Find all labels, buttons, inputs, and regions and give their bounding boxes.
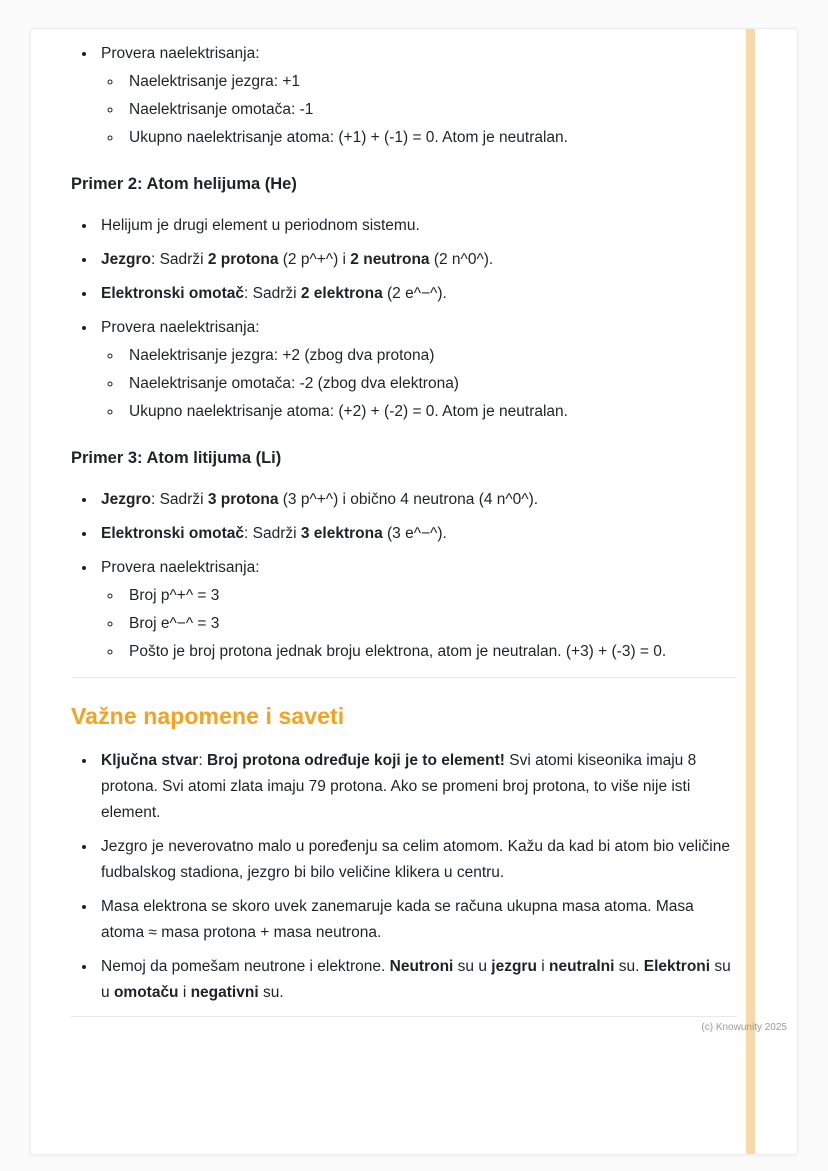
primer-3-list [71,487,737,665]
list-item-text: Nemoj da pomešam neutrone i elektrone. Neutroni su u jezgru i neutralni su. Elektroni su u omotaču i negativni su. [101,958,731,1001]
list-item [97,281,737,307]
section-divider [71,677,737,678]
list-item-text: Jezgro: Sadrži 3 protona (3 p^+^) i obično 4 neutrona (4 n^0^). [101,491,539,508]
list-item-text: Helijum je drugi element u periodnom sistemu. [101,217,420,234]
sub-bullet-list [101,69,737,151]
list-item [97,487,737,513]
napomene-list [71,748,737,1006]
list-item-text: Ukupno naelektrisanje atoma: (+2) + (-2) = 0. Atom je neutralan. [129,403,568,420]
list-item [123,611,737,637]
list-item-text: Elektronski omotač: Sadrži 2 elektrona (2 e^−^). [101,285,447,302]
list-item-text: Ključna stvar: Broj protona određuje koji je to element! Svi atomi kiseonika imaju 8 protona. Svi atomi zlata imaju 79 protona. Ako se promeni broj protona, to više nije isti element. [101,752,697,821]
list-item-text: Pošto je broj protona jednak broju elektrona, atom je neutralan. (+3) + (-3) = 0. [129,643,667,660]
heading-primer-2: Primer 2: Atom helijuma (He) [71,175,297,193]
list-item [97,748,737,826]
copyright-watermark: (c) Knowunity 2025 [701,1022,787,1033]
list-item [123,343,737,369]
document-page [30,28,798,1155]
list-item [97,247,737,273]
bottom-divider [71,1016,737,1017]
list-item [97,555,737,665]
list-item [97,521,737,547]
list-item [97,41,737,151]
list-item-text: Ukupno naelektrisanje atoma: (+1) + (-1) = 0. Atom je neutralan. [129,129,568,146]
list-item-text: Provera naelektrisanja: [101,319,260,336]
list-item [123,97,737,123]
charge-check-list-1 [71,41,737,151]
primer-2-list [71,213,737,425]
list-item-text: Naelektrisanje omotača: -1 [129,101,314,118]
list-item [97,834,737,886]
list-item [97,315,737,425]
list-item-text: Naelektrisanje omotača: -2 (zbog dva elektrona) [129,375,459,392]
list-item-text: Masa elektrona se skoro uvek zanemaruje kada se računa ukupna masa atoma. Masa atoma ≈ masa protona + masa neutrona. [101,898,694,941]
list-item-text: Jezgro: Sadrži 2 protona (2 p^+^) i 2 neutrona (2 n^0^). [101,251,494,268]
list-item [123,371,737,397]
sub-bullet-list [101,583,737,665]
document-content [31,29,797,1034]
list-item [123,69,737,95]
list-item-text: Naelektrisanje jezgra: +2 (zbog dva protona) [129,347,435,364]
list-item [123,399,737,425]
list-item-text: Naelektrisanje jezgra: +1 [129,73,301,90]
heading-vazne-napomene: Važne napomene i saveti [71,703,345,729]
list-item [97,894,737,946]
list-item-text: Jezgro je neverovatno malo u poređenju sa celim atomom. Kažu da kad bi atom bio veličine fudbalskog stadiona, jezgro bi bilo veličine klikera u centru. [101,838,730,881]
list-item-text: Provera naelektrisanja: [101,45,260,62]
list-item [97,213,737,239]
list-item-text: Provera naelektrisanja: [101,559,260,576]
list-item-text: Broj p^+^ = 3 [129,587,220,604]
list-item-text: Elektronski omotač: Sadrži 3 elektrona (3 e^−^). [101,525,447,542]
list-item [123,125,737,151]
sub-bullet-list [101,343,737,425]
list-item [97,954,737,1006]
heading-primer-3: Primer 3: Atom litijuma (Li) [71,449,282,467]
list-item [123,583,737,609]
list-item-text: Broj e^−^ = 3 [129,615,220,632]
list-item [123,639,737,665]
